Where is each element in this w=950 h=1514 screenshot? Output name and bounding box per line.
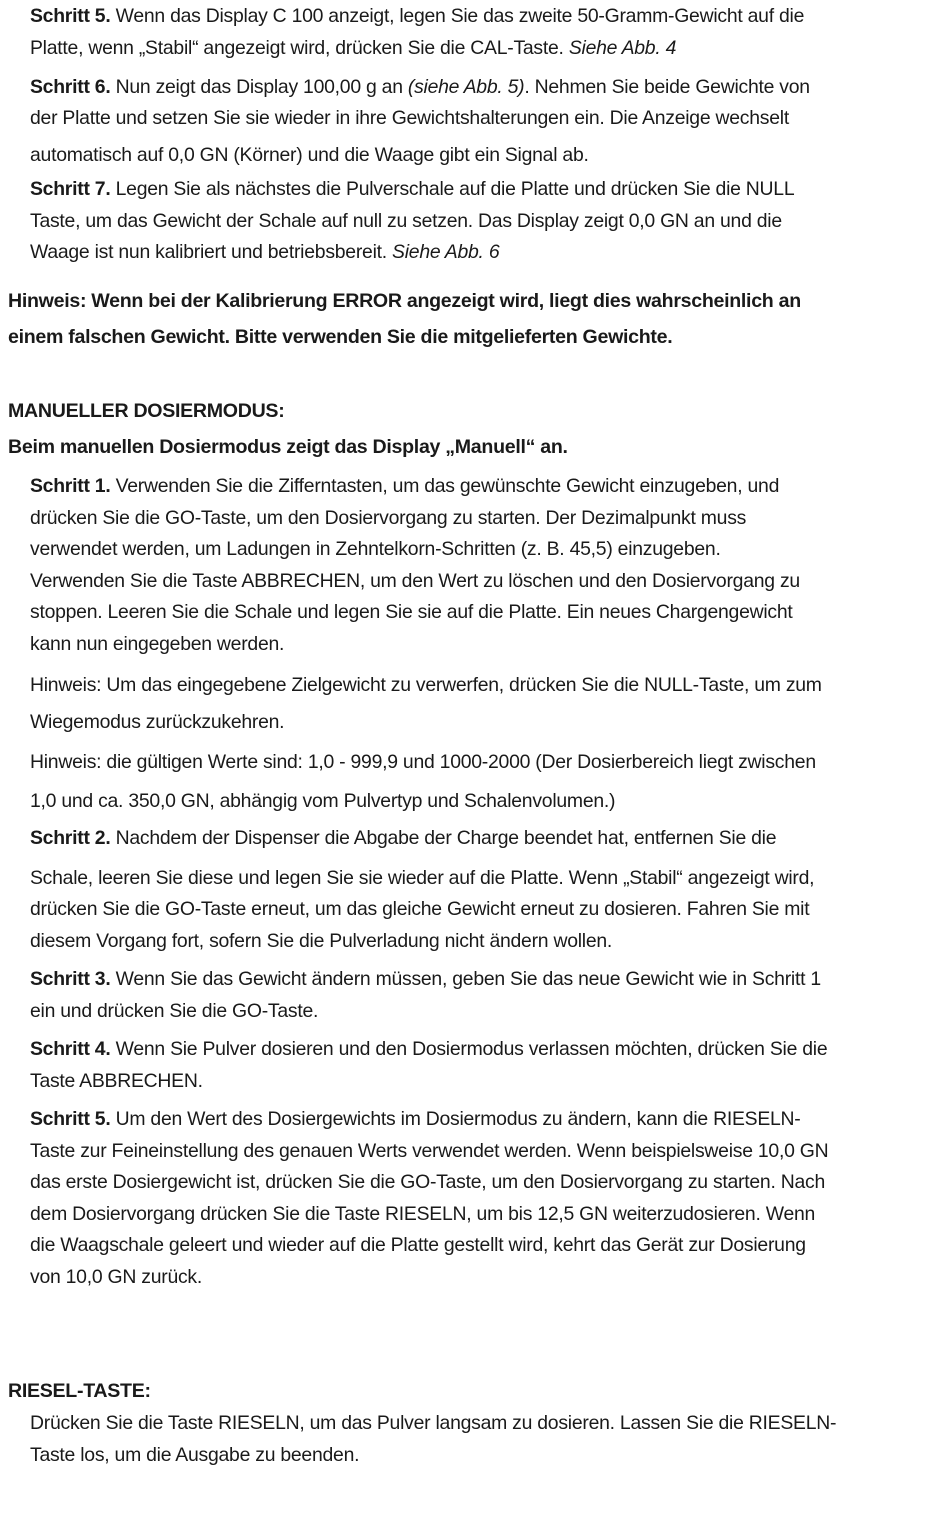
step-text: Taste, um das Gewicht der Schale auf null zu setzen. Das Display zeigt 0,0 GN an und die [30,209,782,232]
step-text: von 10,0 GN zurück. [30,1265,203,1288]
step-label: Schritt 3. [30,968,111,990]
step-label: Schritt 7. [30,178,111,200]
step-text: Wenn Sie Pulver dosieren und den Dosiermodus verlassen möchten, drücken Sie die [110,1038,828,1060]
step-label: Schritt 4. [30,1038,111,1060]
step-text: das erste Dosiergewicht ist, drücken Sie die GO-Taste, um den Dosiervorgang zu starten. Nach [30,1171,826,1193]
step-text: automatisch auf 0,0 GN (Körner) und die Waage gibt ein Signal ab. [30,144,589,166]
manual-note-2 [30,743,942,821]
step-text: die Waagschale geleert und wieder auf die Platte gestellt wird, kehrt das Gerät zur Dosierung [30,1234,806,1256]
figure-reference: Siehe Abb. 6 [392,241,500,263]
step-label: Schritt 5. [30,5,111,27]
step-text: drücken Sie die GO-Taste erneut, um das gleiche Gewicht erneut zu dosieren. Fahren Sie mit [30,898,810,920]
step-text: Verwenden Sie die Taste ABBRECHEN, um den Wert zu löschen und den Dosiervorgang zu [30,569,800,592]
trickle-text: Taste los, um die Ausgabe zu beenden. [30,1443,360,1466]
step-label: Schritt 5. [30,1108,111,1130]
step-text: Wenn das Display C 100 anzeigt, legen Sie das zweite 50-Gramm-Gewicht auf die [110,5,805,27]
manual-step-3 [30,964,942,1027]
step-text: verwendet werden, um Ladungen in Zehntelkorn-Schritten (z. B. 45,5) einzugeben. [30,538,721,560]
step-label: Schritt 6. [30,76,111,98]
step-text: drücken Sie die GO-Taste, um den Dosiervorgang zu starten. Der Dezimalpunkt muss [30,506,747,529]
step-text: kann nun eingegeben werden. [30,632,285,655]
section-heading-manual-mode: MANUELLER DOSIERMODUS: [8,400,285,422]
step-text: . Nehmen Sie beide Gewichte von [524,76,810,98]
step-text: Taste ABBRECHEN. [30,1069,203,1092]
step-text: ein und drücken Sie die GO-Taste. [30,999,319,1022]
step-text: Nun zeigt das Display 100,00 g an [110,76,408,98]
step-label: Schritt 1. [30,475,111,497]
step-text: Verwenden Sie die Zifferntasten, um das gewünschte Gewicht einzugeben, und [110,475,780,497]
manual-step-5 [30,1104,942,1293]
trickle-text: Drücken Sie die Taste RIESELN, um das Pulver langsam zu dosieren. Lassen Sie die RIESELN- [30,1412,837,1434]
manual-step-4 [30,1034,942,1097]
step-text: Legen Sie als nächstes die Pulverschale auf die Platte und drücken Sie die NULL [110,178,795,200]
figure-reference: Siehe Abb. 4 [568,36,677,59]
calibration-error-note [8,283,942,355]
manual-step-1 [30,471,942,660]
calibration-step-6 [30,70,942,172]
step-text: diesem Vorgang fort, sofern Sie die Pulverladung nicht ändern wollen. [30,929,613,952]
step-text: Wenn Sie das Gewicht ändern müssen, geben Sie das neue Gewicht wie in Schritt 1 [110,968,821,990]
note-text: Hinweis: die gültigen Werte sind: 1,0 - 999,9 und 1000-2000 (Der Dosierbereich liegt zwischen [30,751,816,773]
note-text: Wiegemodus zurückzukehren. [30,711,285,733]
manual-mode-intro: Beim manuellen Dosiermodus zeigt das Display „Manuell“ an. [8,436,568,458]
note-text: Hinweis: Wenn bei der Kalibrierung ERROR angezeigt wird, liegt dies wahrscheinlich an [8,290,801,312]
step-text: stoppen. Leeren Sie die Schale und legen Sie sie auf die Platte. Ein neues Chargengewicht [30,601,793,623]
note-text: einem falschen Gewicht. Bitte verwenden Sie die mitgelieferten Gewichte. [8,326,673,348]
manual-step-2 [30,823,942,957]
calibration-step-7 [30,174,942,269]
step-text: Schale, leeren Sie diese und legen Sie sie wieder auf die Platte. Wenn „Stabil“ angezeigt wird, [30,866,815,889]
step-text: Waage ist nun kalibriert und betriebsbereit. [30,241,393,263]
section-heading-trickle-button: RIESEL-TASTE: [8,1380,151,1402]
step-text: Um den Wert des Dosiergewichts im Dosiermodus zu ändern, kann die RIESELN- [110,1108,801,1130]
step-text: dem Dosiervorgang drücken Sie die Taste RIESELN, um bis 12,5 GN weiterzudosieren. Wenn [30,1202,816,1225]
trickle-description [30,1408,942,1471]
step-text: Platte, wenn „Stabil“ angezeigt wird, drücken Sie die CAL-Taste. [30,36,569,59]
note-text: 1,0 und ca. 350,0 GN, abhängig vom Pulvertyp und Schalenvolumen.) [30,790,616,812]
step-text: der Platte und setzen Sie sie wieder in ihre Gewichtshalterungen ein. Die Anzeige wechselt [30,107,789,129]
figure-reference: (siehe Abb. 5) [407,76,525,98]
step-label: Schritt 2. [30,827,111,849]
step-text: Taste zur Feineinstellung des genauen Werts verwendet werden. Wenn beispielsweise 10,0 GN [30,1139,829,1162]
calibration-step-5 [30,1,942,64]
manual-note-1 [30,667,942,741]
note-text: Hinweis: Um das eingegebene Zielgewicht zu verwerfen, drücken Sie die NULL-Taste, um zum [30,674,822,696]
step-text: Nachdem der Dispenser die Abgabe der Charge beendet hat, entfernen Sie die [110,827,777,849]
